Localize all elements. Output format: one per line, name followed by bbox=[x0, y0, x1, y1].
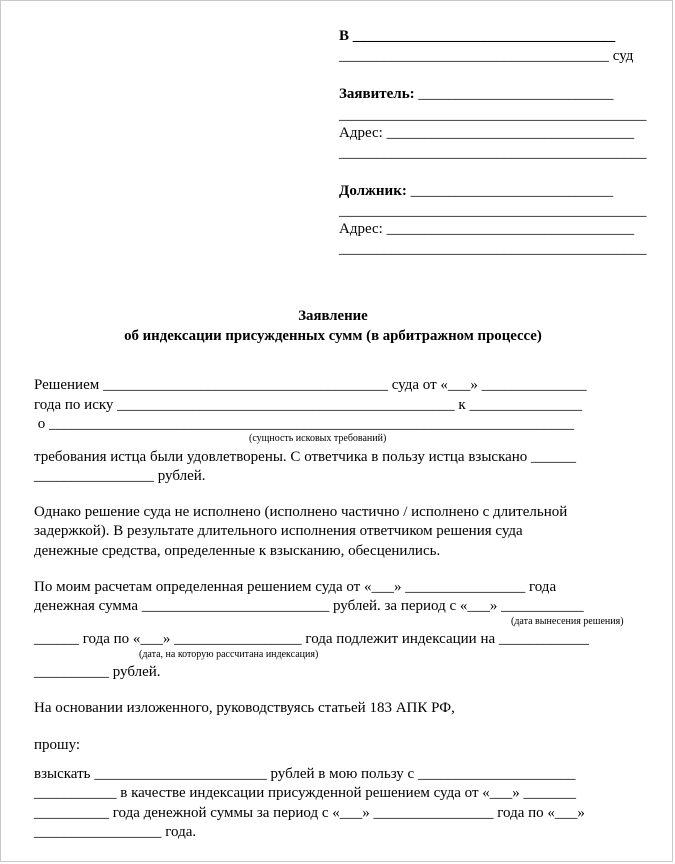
request-line-4: _________________ года. bbox=[34, 824, 197, 840]
paragraph-1-line-4: требования истца были удовлетворены. С ответчика в пользу истца взыскано ______ bbox=[34, 449, 577, 465]
paragraph-3-line-2: денежная сумма _________________________ рублей. за период с «___» ___________ bbox=[34, 598, 584, 614]
request-label: прошу: bbox=[34, 737, 81, 753]
paragraph-4-line-1: На основании изложенного, руководствуясь статьей 183 АПК РФ, bbox=[34, 700, 455, 716]
paragraph-1-line-1: Решением ______________________________________ суда от «___» ______________ bbox=[34, 377, 587, 393]
indexation-date-caption: (дата, на которую рассчитана индексация) bbox=[139, 649, 319, 660]
document-title: Заявление bbox=[298, 308, 368, 324]
paragraph-3-line-4: __________ рублей. bbox=[34, 664, 161, 680]
request-line-1: взыскать _______________________ рублей в мою пользу с _____________________ bbox=[34, 766, 576, 782]
paragraph-1-line-3: о ______________________________________________________________________ bbox=[34, 416, 574, 432]
paragraph-3-line-3: ______ года по «___» _________________ года подлежит индексации на ____________ bbox=[34, 631, 589, 647]
request-line-2: ___________ в качестве индексации присужденной решением суда от «___» _______ bbox=[34, 785, 577, 801]
applicant-address: Адрес: _________________________________ bbox=[339, 125, 635, 141]
debtor-line bbox=[339, 183, 613, 200]
decision-date-caption: (дата вынесения решения) bbox=[511, 616, 624, 627]
applicant-line-2: _________________________________________ bbox=[339, 107, 647, 123]
request-line-3: __________ года денежной суммы за период с «___» ________________ года по «___» bbox=[34, 805, 585, 821]
applicant-line bbox=[339, 86, 613, 103]
paragraph-3-line-1: По моим расчетам определенная решением суда от «___» ________________ года bbox=[34, 579, 557, 595]
court-line-text: В ___________________________________ bbox=[339, 28, 616, 44]
debtor-address: Адрес: _________________________________ bbox=[339, 221, 635, 237]
paragraph-2-line-3: денежные средства, определенные к взысканию, обесценились. bbox=[34, 543, 441, 559]
paragraph-2-line-1: Однако решение суда не исполнено (исполнено частично / исполнено с длительной bbox=[34, 504, 568, 520]
debtor-blank: ___________________________ bbox=[406, 183, 614, 199]
applicant-address-2: _________________________________________ bbox=[339, 145, 647, 161]
court-line bbox=[339, 28, 615, 45]
paragraph-2-line-2: задержкой). В результате длительного исполнения ответчиком решения суда bbox=[34, 523, 523, 539]
claim-caption: (сущность исковых требований) bbox=[249, 433, 387, 444]
paragraph-1-line-2: года по иску _____________________________________________ к _______________ bbox=[34, 397, 582, 413]
applicant-label: Заявитель: bbox=[339, 86, 415, 102]
debtor-line-2: _________________________________________ bbox=[339, 203, 647, 219]
applicant-blank: __________________________ bbox=[414, 86, 614, 102]
court-line-2: ____________________________________ суд bbox=[339, 48, 634, 64]
paragraph-1-line-5: ________________ рублей. bbox=[34, 468, 206, 484]
debtor-label: Должник: bbox=[339, 183, 407, 199]
document-subtitle: об индексации присужденных сумм (в арбитражном процессе) bbox=[124, 328, 542, 344]
debtor-address-2: _________________________________________ bbox=[339, 241, 647, 257]
